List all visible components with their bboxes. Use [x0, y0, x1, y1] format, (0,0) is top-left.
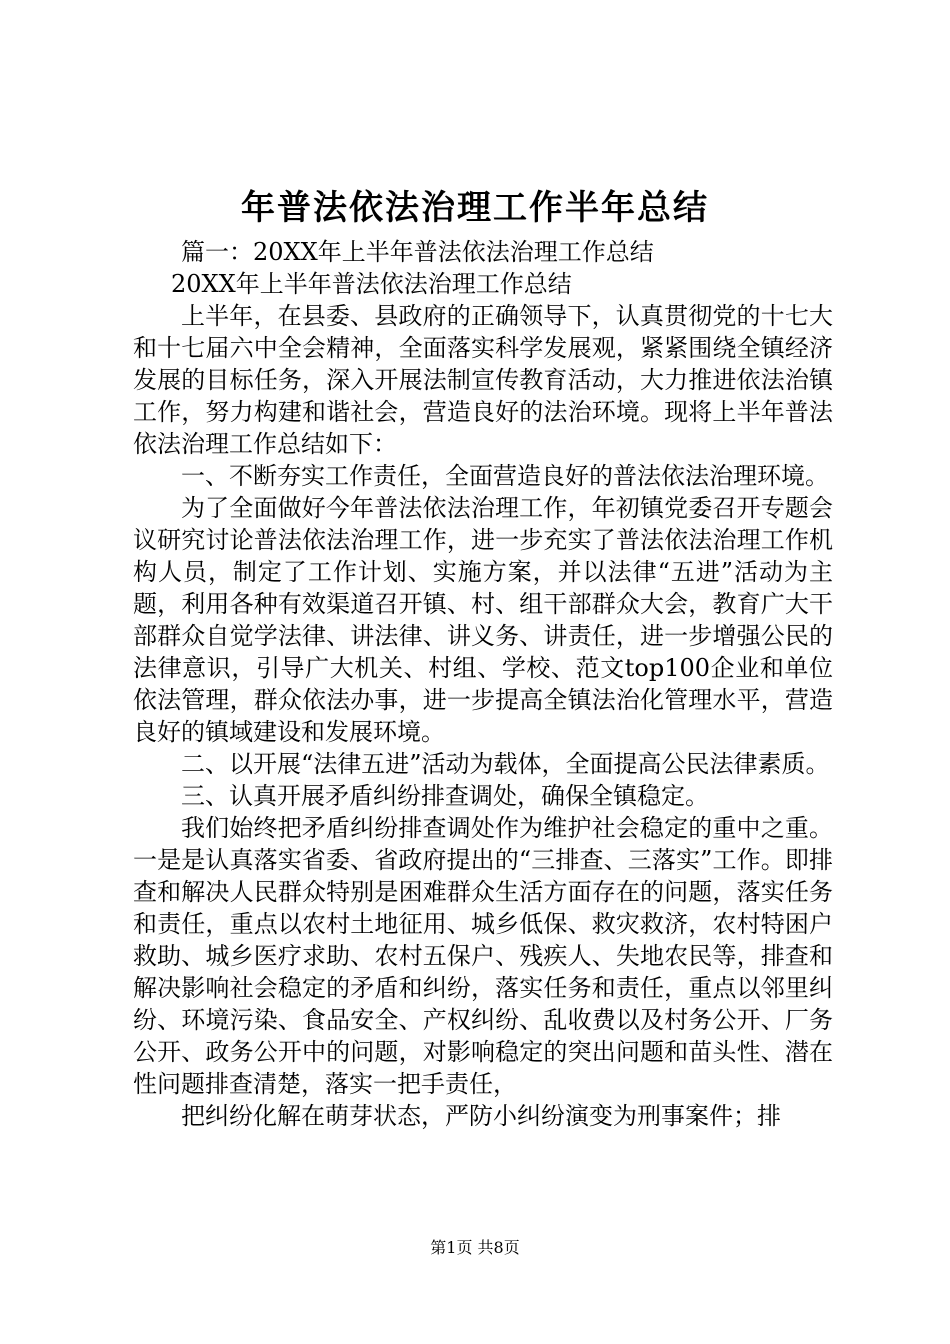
document-body — [133, 236, 833, 1132]
section-heading-3: 三、认真开展矛盾纠纷排查调处，确保全镇稳定。 — [181, 782, 709, 810]
paragraph-section-3: 我们始终把矛盾纠纷排查调处作为维护社会稳定的重中之重。一是是认真落实省委、省政府提出的“三排查、三落实”工作。即排查和解决人民群众特别是困难群众生活方面存在的问题，落实任务和责任，重点以农村土地征用、城乡低保、救灾救济，农村特困户救助、城乡医疗求助、农村五保户、残疾人、失地农民等，排查和解决影响社会稳定的矛盾和纠纷，落实任务和责任，重点以邻里纠纷、环境污染、食品安全、产权纠纷、乱收费以及村务公开、厂务公开、政务公开中的问题，对影响稳定的突出问题和苗头性、潜在性问题排查清楚，落实一把手责任， — [133, 814, 833, 1098]
page-number-footer: 第1页 共8页 — [430, 1238, 520, 1257]
section-heading-2: 二、以开展“法律五进”活动为载体，全面提高公民法律素质。 — [181, 750, 830, 778]
paragraph-section-1: 为了全面做好今年普法依法治理工作，年初镇党委召开专题会议研究讨论普法依法治理工作，进一步充实了普法依法治理工作机构人员，制定了工作计划、实施方案，并以法律“五进”活动为主题，利用各种有效渠道召开镇、村、组干部群众大会，教育广大干部群众自觉学法律、讲法律、讲义务、讲责任，进一步增强公民的法律意识，引导广大机关、村组、学校、范文top100企业和单位依法管理，群众依法办事，进一步提高全镇法治化管理水平，营造良好的镇域建设和发展环境。 — [133, 494, 833, 746]
paragraph-subtitle: 20XX年上半年普法依法治理工作总结 — [171, 270, 572, 298]
section-heading-1: 一、不断夯实工作责任，全面营造良好的普法依法治理环境。 — [181, 462, 829, 490]
paragraph-continuation: 把纠纷化解在萌芽状态，严防小纠纷演变为刑事案件；排 — [181, 1102, 781, 1130]
paragraph-article-heading: 篇一：20XX年上半年普法依法治理工作总结 — [181, 238, 654, 266]
paragraph-intro: 上半年，在县委、县政府的正确领导下，认真贯彻党的十七大和十七届六中全会精神，全面落实科学发展观，紧紧围绕全镇经济发展的目标任务，深入开展法制宣传教育活动，大力推进依法治镇工作，努力构建和谐社会，营造良好的法治环境。现将上半年普法依法治理工作总结如下： — [133, 302, 833, 458]
document-title: 年普法依法治理工作半年总结 — [241, 188, 709, 228]
